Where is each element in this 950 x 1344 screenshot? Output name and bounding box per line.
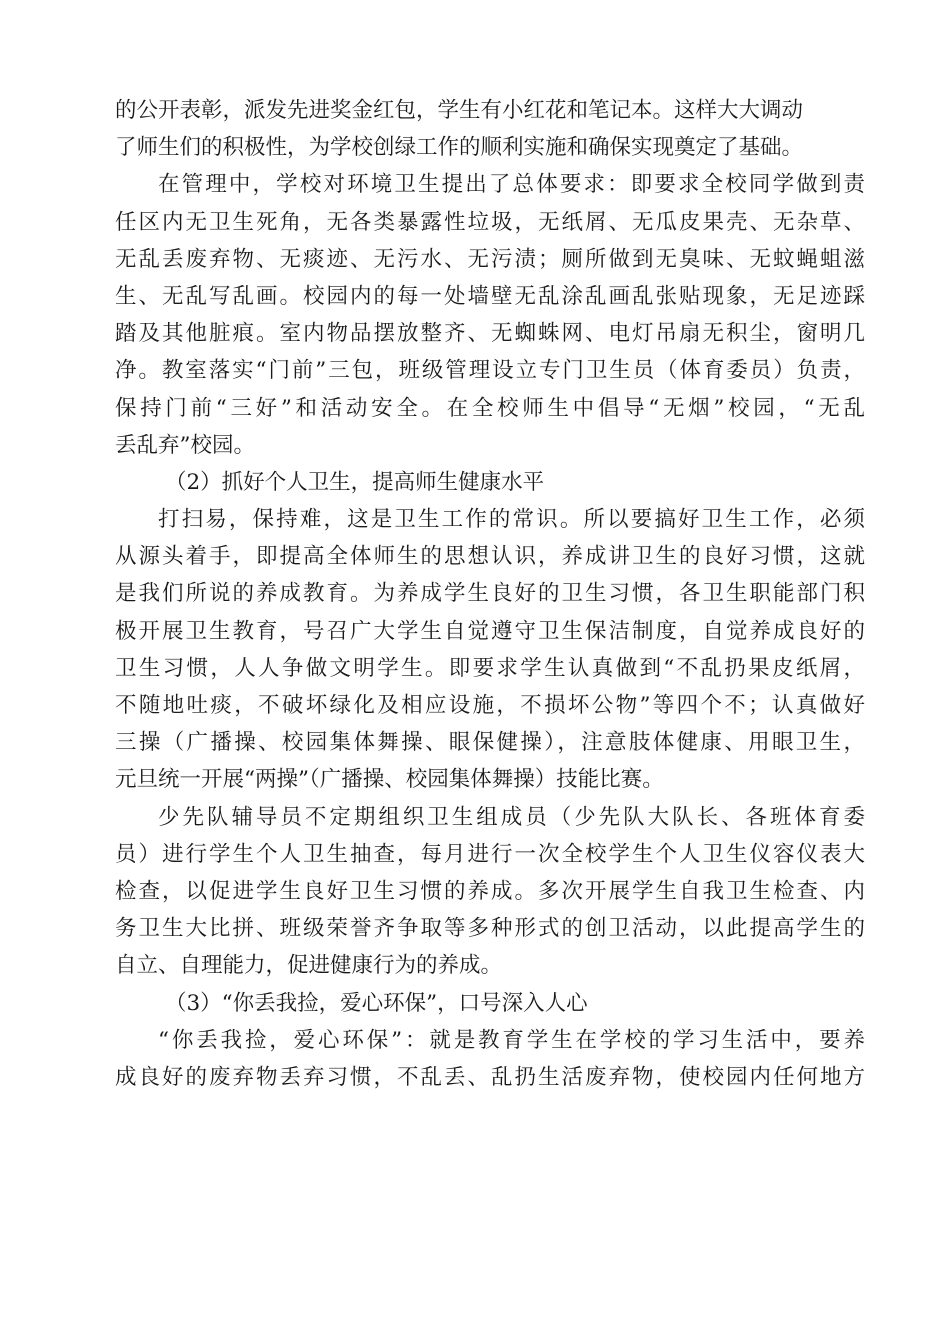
document-body — [115, 92, 865, 1096]
paragraph-line: 务卫生大比拼、班级荣誉齐争取等多种形式的创卫活动，以此提高学生的 — [115, 916, 865, 942]
paragraph-line: 少先队辅导员不定期组织卫生组成员（少先队大队长、各班体育委 — [158, 804, 865, 830]
paragraph-line: 员）进行学生个人卫生抽查，每月进行一次全校学生个人卫生仪容仪表大 — [115, 841, 865, 867]
paragraph-line: 在管理中，学校对环境卫生提出了总体要求：即要求全校同学做到责 — [158, 172, 865, 198]
paragraph-line: “你丢我捡，爱心环保”：就是教育学生在学校的学习生活中，要养 — [158, 1027, 865, 1053]
paragraph-line: 三操（广播操、校园集体舞操、眼保健操），注意肢体健康、用眼卫生， — [115, 730, 865, 756]
paragraph-line: 是我们所说的养成教育。为养成学生良好的卫生习惯，各卫生职能部门积 — [115, 581, 865, 607]
section-heading: （2）抓好个人卫生，提高师生健康水平 — [165, 469, 545, 495]
paragraph-line: 从源头着手，即提高全体师生的思想认识，养成讲卫生的良好习惯，这就 — [115, 544, 865, 570]
paragraph-line: 极开展卫生教育，号召广大学生自觉遵守卫生保洁制度，自觉养成良好的 — [115, 618, 865, 644]
paragraph-line: 的公开表彰，派发先进奖金红包，学生有小红花和笔记本。这样大大调动 — [115, 98, 804, 123]
paragraph-line: 任区内无卫生死角，无各类暴露性垃圾，无纸屑、无瓜皮果壳、无杂草、 — [115, 209, 865, 235]
paragraph-line: 检查，以促进学生良好卫生习惯的养成。多次开展学生自我卫生检查、内 — [115, 878, 865, 904]
paragraph-line: 踏及其他脏痕。室内物品摆放整齐、无蜘蛛网、电灯吊扇无积尘，窗明几 — [115, 321, 865, 347]
paragraph-line: 打扫易，保持难，这是卫生工作的常识。所以要搞好卫生工作，必须 — [158, 507, 865, 533]
paragraph-line: 自立、自理能力，促进健康行为的养成。 — [115, 953, 503, 979]
paragraph-line: 了师生们的积极性，为学校创绿工作的顺利实施和确保实现奠定了基础。 — [115, 135, 804, 161]
paragraph-line: 成良好的废弃物丢弃习惯，不乱丢、乱扔生活废弃物，使校园内任何地方 — [115, 1064, 865, 1090]
paragraph-line: 无乱丢废弃物、无痰迹、无污水、无污渍；厕所做到无臭味、无蚊蝇蛆滋 — [115, 246, 865, 272]
paragraph-line: 净。教室落实“门前”三包，班级管理设立专门卫生员（体育委员）负责， — [115, 358, 865, 384]
paragraph-line: 丢乱弃”校园。 — [115, 432, 255, 458]
paragraph-line: 保持门前“三好”和活动安全。在全校师生中倡导“无烟”校园，“无乱 — [115, 395, 865, 421]
paragraph-line: 卫生习惯，人人争做文明学生。即要求学生认真做到“不乱扔果皮纸屑， — [115, 655, 865, 681]
paragraph-line: 不随地吐痰，不破坏绿化及相应设施，不损坏公物”等四个不；认真做好 — [115, 693, 865, 718]
paragraph-line: 元旦统一开展“两操”（广播操、校园集体舞操）技能比赛。 — [115, 767, 664, 793]
section-heading: （3）“你丢我捡，爱心环保”，口号深入人心 — [165, 990, 588, 1016]
paragraph-line: 生、无乱写乱画。校园内的每一处墙壁无乱涂乱画乱张贴现象，无足迹踩 — [115, 283, 865, 309]
